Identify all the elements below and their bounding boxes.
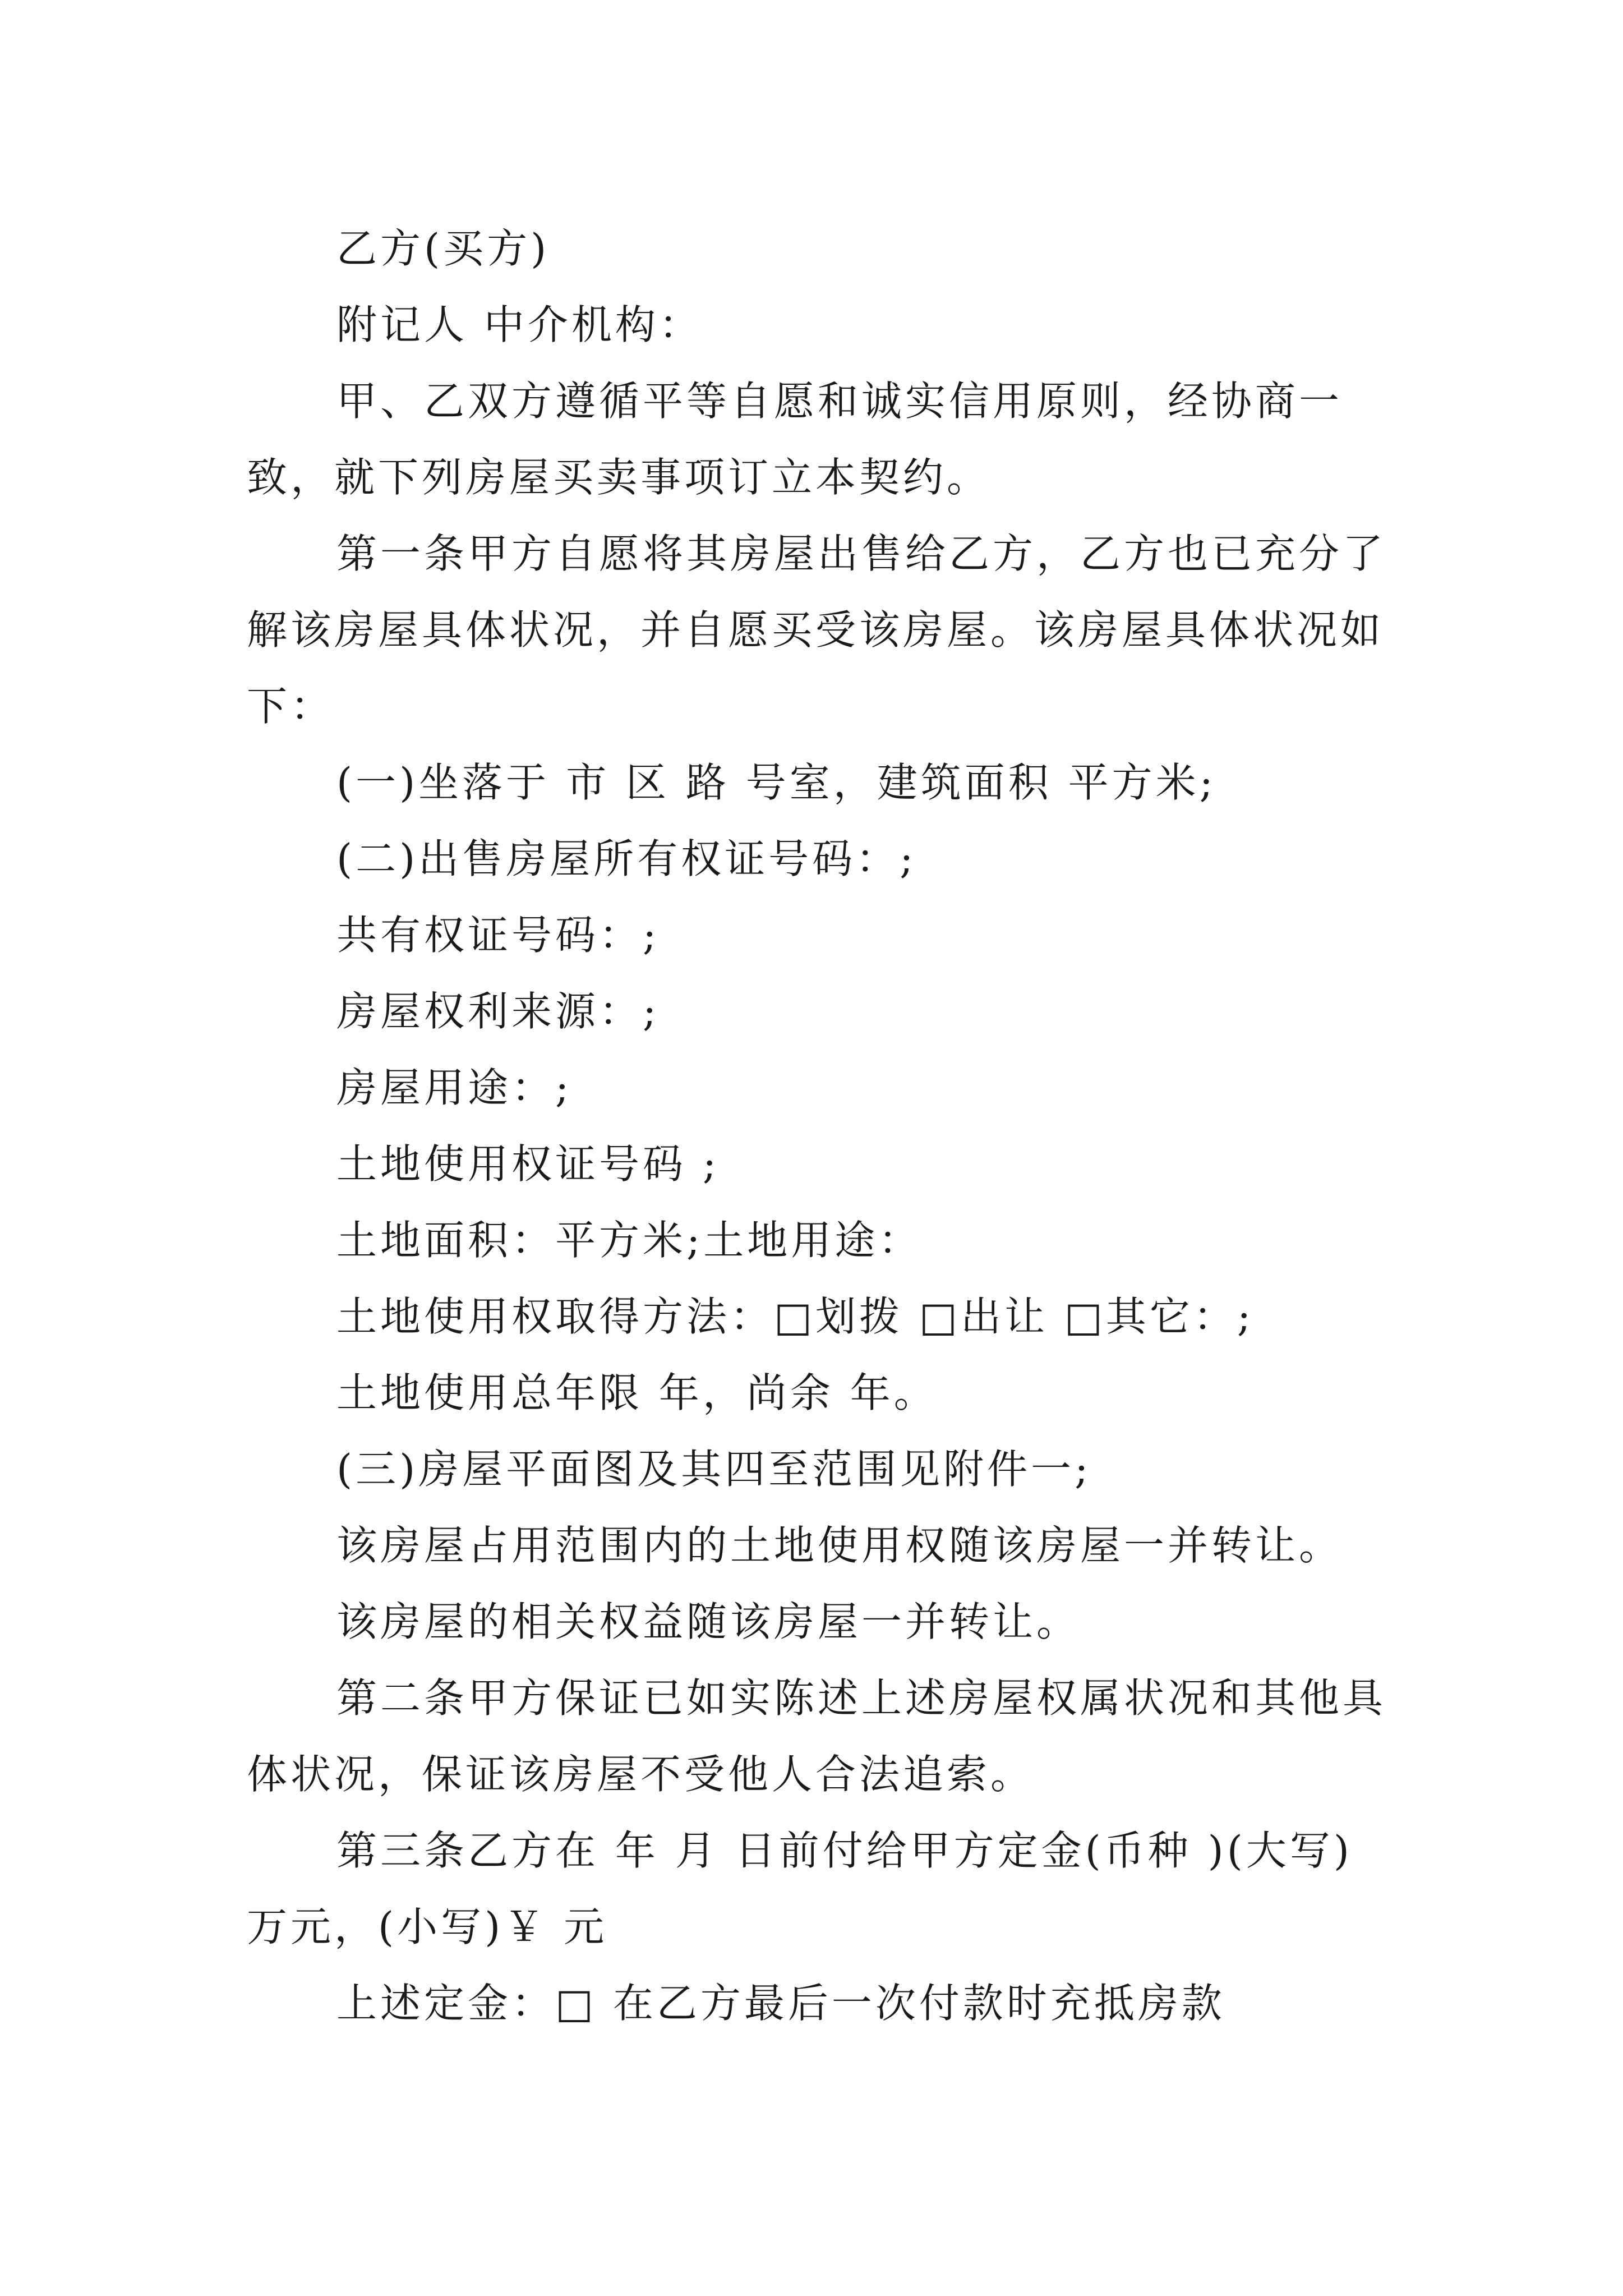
witness-agency-line: 附记人 中介机构： [336, 301, 703, 348]
rights-transfer-line: 该房屋的相关权益随该房屋一并转让。 [336, 1598, 1081, 1645]
house-use-line: 房屋用途：; [336, 1064, 573, 1111]
contract-body [247, 210, 1396, 2041]
ownership-cert-line: (二)出售房屋所有权证号码：; [336, 835, 917, 882]
land-term-line: 土地使用总年限 年，尚余 年。 [336, 1369, 938, 1416]
preamble-paragraph: 甲、乙双方遵循平等自愿和诚实信用原则，经协商一致，就下列房屋买卖事项订立本契约。 [247, 378, 1343, 501]
article-3-paragraph: 第三条乙方在 年 月 日前付给甲方定金(币种 )(大写) 万元，(小写)￥ 元 [247, 1827, 1353, 1950]
rights-source-line: 房屋权利来源：; [336, 988, 660, 1035]
buyer-line: 乙方(买方) [336, 225, 550, 272]
land-acquisition-line: 土地使用权取得方法：□划拨 □出让 □其它：; [336, 1293, 1255, 1340]
article-1-paragraph: 第一条甲方自愿将其房屋出售给乙方，乙方也已充分了解该房屋具体状况，并自愿买受该房屋。该房屋具体状况如下： [247, 530, 1387, 730]
location-area-line: (一)坐落于 市 区 路 号室，建筑面积 平方米; [336, 759, 1216, 806]
land-transfer-line: 该房屋占用范围内的土地使用权随该房屋一并转让。 [336, 1522, 1343, 1569]
deposit-line: 上述定金：□ 在乙方最后一次付款时充抵房款 [336, 1980, 1225, 2027]
land-cert-line: 土地使用权证号码 ; [336, 1140, 720, 1188]
floor-plan-line: (三)房屋平面图及其四至范围见附件一; [336, 1446, 1092, 1493]
land-area-use-line: 土地面积：平方米;土地用途： [336, 1217, 923, 1264]
co-ownership-cert-line: 共有权证号码：; [336, 912, 660, 959]
article-2-paragraph: 第二条甲方保证已如实陈述上述房屋权属状况和其他具体状况，保证该房屋不受他人合法追索。 [247, 1674, 1387, 1798]
